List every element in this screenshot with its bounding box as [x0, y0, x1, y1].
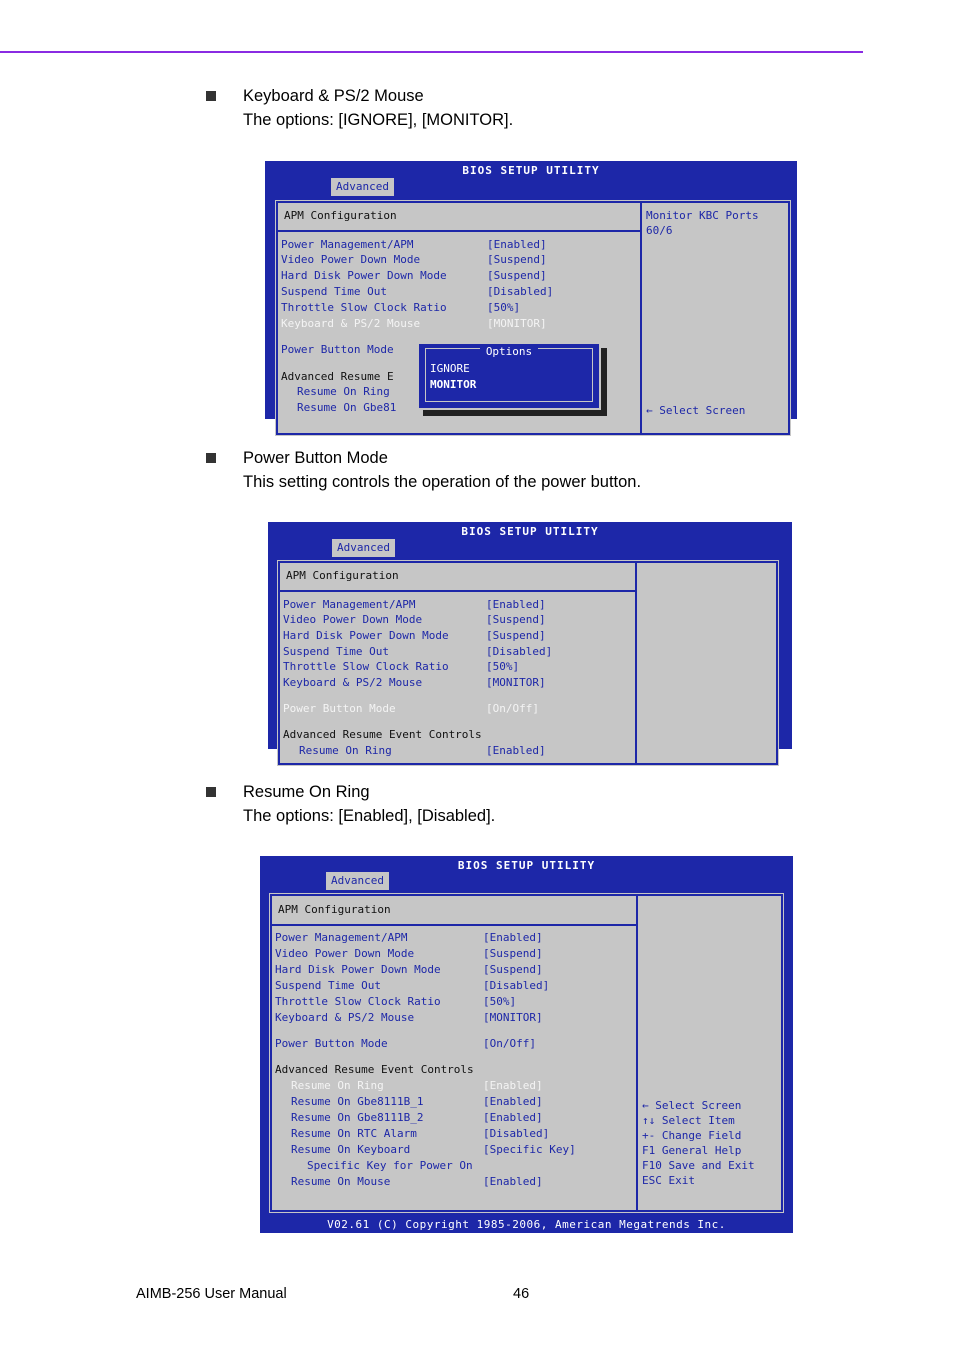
- bullet-icon: [206, 453, 216, 463]
- section-description: The options: [Enabled], [Disabled].: [243, 807, 496, 825]
- bios-row-value: [Enabled]: [483, 931, 543, 944]
- bios-row-value: [On/Off]: [483, 1037, 536, 1050]
- bios-row-value-selected[interactable]: [Enabled]: [483, 1079, 543, 1092]
- bios-row-value: [Enabled]: [486, 744, 546, 757]
- bios-row-value: [Suspend]: [483, 963, 543, 976]
- bios-row-label: Resume On Keyboard: [291, 1143, 411, 1156]
- help-text: ESC Exit: [642, 1174, 695, 1187]
- panel-title: APM Configuration: [284, 209, 397, 222]
- panel-title: APM Configuration: [278, 903, 391, 916]
- bios-row-label: Hard Disk Power Down Mode: [281, 269, 447, 282]
- bios-row-label: Power Management/APM: [275, 931, 408, 944]
- bios-row-value: [Disabled]: [486, 645, 553, 658]
- section-heading: Keyboard & PS/2 Mouse: [243, 87, 424, 105]
- bios-row-label: Advanced Resume E: [281, 370, 394, 383]
- help-text: 60/6: [646, 224, 673, 237]
- bios-row-label: Power Button Mode: [281, 343, 394, 356]
- section-heading: Resume On Ring: [243, 783, 370, 801]
- section-description: The options: [IGNORE], [MONITOR].: [243, 111, 514, 129]
- help-text: ← Select Screen: [646, 404, 746, 417]
- bios-row-label: Resume On Gbe81: [297, 401, 397, 414]
- bios-row-label: Resume On Ring: [299, 744, 392, 757]
- bios-panel: [270, 894, 783, 1212]
- bios-row-label: Resume On Ring: [297, 385, 390, 398]
- bios-row-value: [Disabled]: [483, 979, 550, 992]
- bios-row-value: [Enabled]: [483, 1111, 543, 1124]
- bios-row-value: [50%]: [487, 301, 521, 314]
- bios-row-label: Specific Key for Power On: [307, 1159, 473, 1172]
- bios-row-value: [Enabled]: [486, 598, 546, 611]
- bios-row-value: [MONITOR]: [486, 676, 546, 689]
- bios-row-value: [50%]: [486, 660, 520, 673]
- bios-row-label-selected[interactable]: Keyboard & PS/2 Mouse: [281, 317, 421, 330]
- section-heading: Power Button Mode: [243, 449, 388, 467]
- bios-row-value: [Suspend]: [486, 613, 546, 626]
- section-description: This setting controls the operation of the power button.: [243, 473, 642, 491]
- bullet-icon: [206, 787, 216, 797]
- help-text: +- Change Field: [642, 1129, 742, 1142]
- bios-title: BIOS SETUP UTILITY: [457, 859, 596, 872]
- bios-row-label: Resume On Gbe8111B_2: [291, 1111, 424, 1124]
- bios-panel: [278, 561, 778, 765]
- bios-row-label: Video Power Down Mode: [283, 613, 423, 626]
- bios-screenshot-power-button: [268, 522, 792, 757]
- footer-page-number: 46: [513, 1286, 530, 1302]
- bios-row-value: [Suspend]: [486, 629, 546, 642]
- help-text: ← Select Screen: [642, 1099, 742, 1112]
- bios-row-value-selected[interactable]: [On/Off]: [486, 702, 539, 715]
- bios-row-label: Resume On RTC Alarm: [291, 1127, 417, 1140]
- bios-title: BIOS SETUP UTILITY: [461, 525, 599, 538]
- help-text: Monitor KBC Ports: [646, 209, 759, 222]
- bios-row-label: Throttle Slow Clock Ratio: [283, 660, 449, 673]
- bios-row-value: [Disabled]: [483, 1127, 550, 1140]
- bios-row-label: Resume On Mouse: [291, 1175, 391, 1188]
- bios-tab-advanced: Advanced: [331, 178, 394, 196]
- bios-row-label: Power Button Mode: [275, 1037, 388, 1050]
- options-popup[interactable]: [417, 342, 601, 410]
- header-rule: [0, 51, 863, 53]
- bios-title: BIOS SETUP UTILITY: [462, 164, 600, 177]
- bios-row-value-selected[interactable]: [MONITOR]: [487, 317, 547, 330]
- bios-row-label: Keyboard & PS/2 Mouse: [275, 1011, 415, 1024]
- bios-row-label: Throttle Slow Clock Ratio: [275, 995, 441, 1008]
- bios-row-label: Power Management/APM: [283, 598, 416, 611]
- bios-row-label: Hard Disk Power Down Mode: [283, 629, 449, 642]
- bios-row-label: Resume On Gbe8111B_1: [291, 1095, 424, 1108]
- bios-row-label: Video Power Down Mode: [281, 253, 421, 266]
- footer-manual-title: AIMB-256 User Manual: [136, 1286, 287, 1302]
- bios-row-label: Suspend Time Out: [275, 979, 381, 992]
- bios-copyright-footer: V02.61 (C) Copyright 1985-2006, American Megatrends Inc.: [327, 1218, 726, 1231]
- bios-tab-advanced: Advanced: [332, 539, 395, 557]
- help-text: F10 Save and Exit: [642, 1159, 755, 1172]
- bullet-icon: [206, 91, 216, 101]
- bios-screenshot-resume-on-ring: [260, 856, 793, 1233]
- bios-row-value: [Disabled]: [487, 285, 554, 298]
- options-title: Options: [419, 345, 599, 358]
- bios-row-value: [Enabled]: [483, 1095, 543, 1108]
- bios-row-label: Video Power Down Mode: [275, 947, 415, 960]
- bios-tab-advanced: Advanced: [326, 872, 389, 890]
- bios-row-value: [Specific Key]: [483, 1143, 576, 1156]
- bios-row-label: Hard Disk Power Down Mode: [275, 963, 441, 976]
- bios-row-label: Advanced Resume Event Controls: [283, 728, 482, 741]
- help-text: ↑↓ Select Item: [642, 1114, 735, 1127]
- bios-row-value: [Suspend]: [483, 947, 543, 960]
- bios-row-value: [50%]: [483, 995, 517, 1008]
- bios-row-label-selected[interactable]: Power Button Mode: [283, 702, 396, 715]
- bios-row-label: Advanced Resume Event Controls: [275, 1063, 474, 1076]
- bios-row-value: [MONITOR]: [483, 1011, 543, 1024]
- help-text: F1 General Help: [642, 1144, 742, 1157]
- option-ignore[interactable]: IGNORE: [430, 362, 470, 375]
- bios-row-value: [Enabled]: [487, 238, 547, 251]
- bios-screenshot-keyboard: [265, 161, 797, 419]
- bios-row-label: Throttle Slow Clock Ratio: [281, 301, 447, 314]
- panel-title: APM Configuration: [286, 569, 399, 582]
- bios-row-label: Keyboard & PS/2 Mouse: [283, 676, 423, 689]
- bios-row-value: [Suspend]: [487, 269, 547, 282]
- bios-row-value: [Suspend]: [487, 253, 547, 266]
- bios-row-label-selected[interactable]: Resume On Ring: [291, 1079, 384, 1092]
- bios-row-label: Suspend Time Out: [281, 285, 387, 298]
- option-monitor[interactable]: MONITOR: [430, 378, 477, 391]
- bios-row-value: [Enabled]: [483, 1175, 543, 1188]
- bios-row-label: Power Management/APM: [281, 238, 414, 251]
- bios-row-label: Suspend Time Out: [283, 645, 389, 658]
